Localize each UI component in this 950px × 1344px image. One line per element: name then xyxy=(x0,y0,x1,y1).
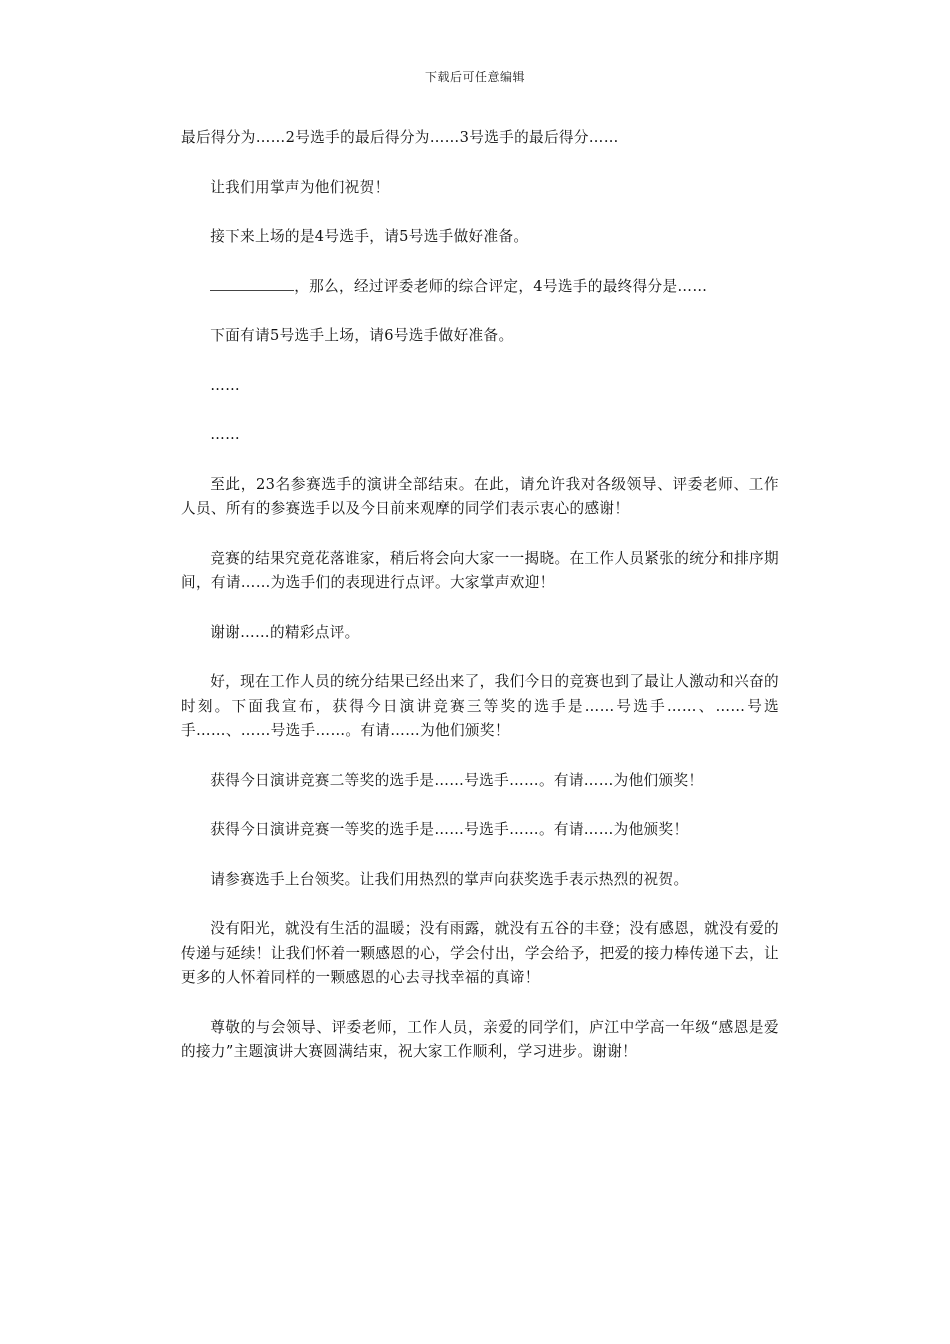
paragraph-judge-comment: 竞赛的结果究竟花落谁家，稍后将会向大家一一揭晓。在工作人员紧张的统分和排序期间，有请……为选手们的表现进行点评。大家掌声欢迎！ xyxy=(181,549,779,591)
paragraph-third-prize: 好，现在工作人员的统分结果已经出来了，我们今日的竞赛也到了最让人激动和兴奋的时刻。下面我宣布，获得今日演讲竞赛三等奖的选手是……号选手……、……号选手……、……号选手……。有请……为他们颁奖！ xyxy=(181,673,779,739)
document-body xyxy=(181,126,779,1090)
paragraph-ellipsis-2: …… xyxy=(210,426,241,443)
fill-in-blank xyxy=(210,276,294,291)
paragraph-final-scores: 最后得分为……2号选手的最后得分为……3号选手的最后得分…… xyxy=(181,129,619,146)
paragraph-next-contestant-4: 接下来上场的是4号选手，请5号选手做好准备。 xyxy=(210,228,529,245)
page-header: 下载后可任意编辑 xyxy=(424,70,525,84)
paragraph-next-contestant-5: 下面有请5号选手上场，请6号选手做好准备。 xyxy=(210,327,514,344)
paragraph-closing: 尊敬的与会领导、评委老师，工作人员，亲爱的同学们，庐江中学高一年级“感恩是爱的接力”主题演讲大赛圆满结束，祝大家工作顺利，学习进步。谢谢！ xyxy=(181,1018,779,1060)
paragraph-second-prize: 获得今日演讲竞赛二等奖的选手是……号选手……。有请……为他们颁奖！ xyxy=(210,771,704,789)
paragraph-first-prize: 获得今日演讲竞赛一等奖的选手是……号选手……。有请……为他颁奖！ xyxy=(210,821,689,838)
paragraph-ellipsis-1: …… xyxy=(210,376,241,394)
paragraph-contestant-4-score xyxy=(181,275,779,300)
paragraph-thanks-all: 至此，23名参赛选手的演讲全部结束。在此，请允许我对各级领导、评委老师、工作人员、所有的参赛选手以及今日前来观摩的同学们表示衷心的感谢！ xyxy=(181,475,779,517)
paragraph-applause: 让我们用掌声为他们祝贺！ xyxy=(210,178,390,196)
paragraph-award-ceremony: 请参赛选手上台领奖。让我们用热烈的掌声向获奖选手表示热烈的祝贺。 xyxy=(210,870,689,888)
paragraph-gratitude: 没有阳光，就没有生活的温暖；没有雨露，就没有五谷的丰登；没有感恩，就没有爱的传递与延续！让我们怀着一颗感恩的心，学会付出，学会给予，把爱的接力棒传递下去，让更多的人怀着同样的一颗感恩的心去寻找幸福的真谛！ xyxy=(181,920,779,986)
paragraph-thanks-comment: 谢谢……的精彩点评。 xyxy=(210,623,360,641)
paragraph-text: ，那么，经过评委老师的综合评定，4号选手的最终得分是…… xyxy=(294,277,708,295)
